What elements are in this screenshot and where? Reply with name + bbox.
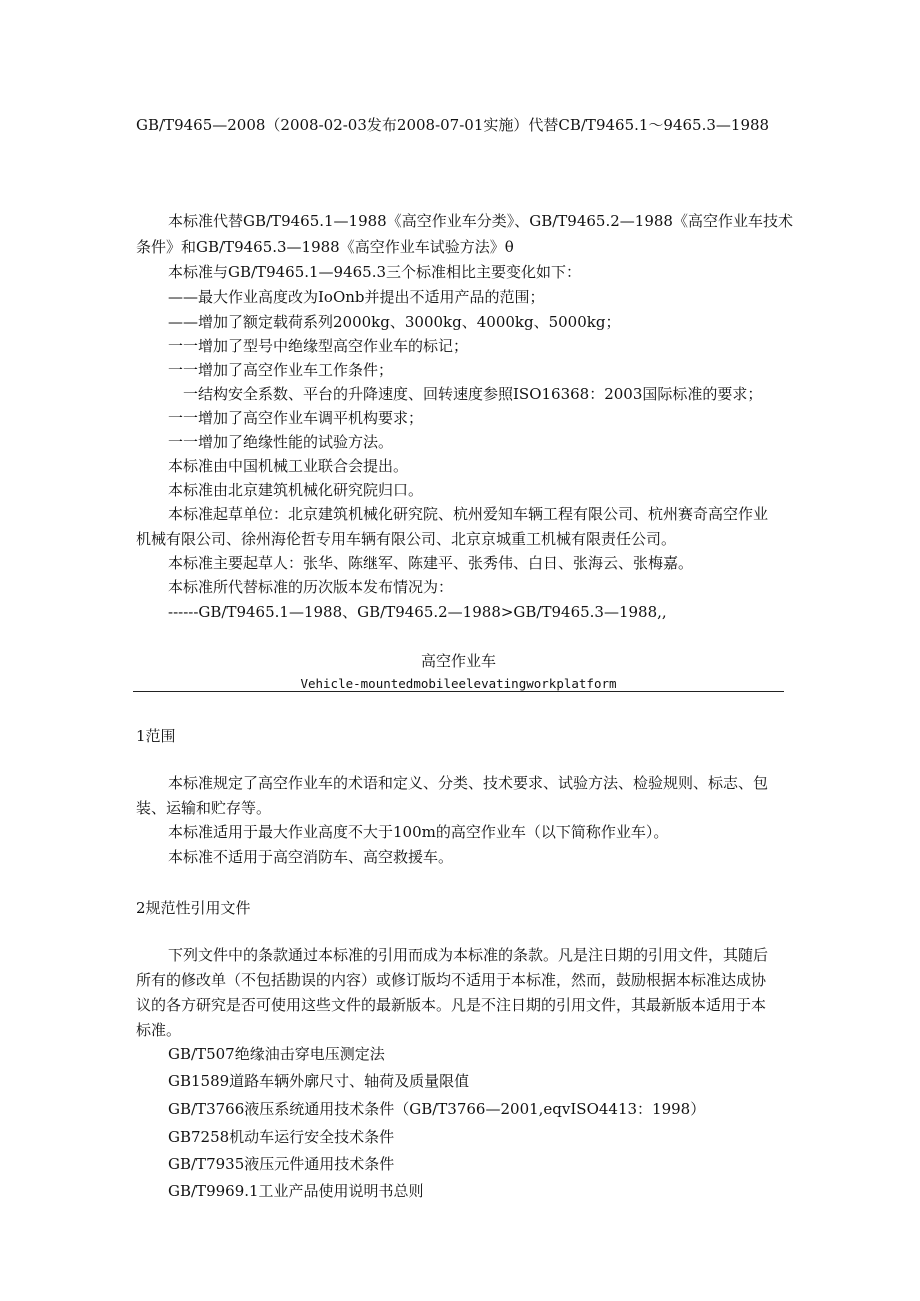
scope-paragraph-1-cont: 装、运输和贮存等。 <box>136 799 272 817</box>
managed-by: 本标准由北京建筑机械化研究院归口。 <box>168 481 424 499</box>
scope-paragraph-1: 本标准规定了高空作业车的术语和定义、分类、技术要求、试验方法、检验规则、标志、包 <box>168 774 769 792</box>
change-item: 一一增加了高空作业车调平机构要求； <box>168 409 424 427</box>
reference-item: GB/T3766液压系统通用技术条件（GB/T3766—2001,eqvISO4413：1998） <box>168 1100 706 1118</box>
section-1-heading: 1范围 <box>136 727 176 745</box>
title-cn: 高空作业车 <box>420 652 496 670</box>
reference-item: GB1589道路车辆外廓尺寸、轴荷及质量限值 <box>168 1072 470 1090</box>
change-item: 一结构安全系数、平台的升降速度、回转速度参照ISO16368：2003国际标准的要求； <box>183 385 763 403</box>
scope-paragraph-2: 本标准适用于最大作业高度不大于100m的高空作业车（以下简称作业车）。 <box>168 823 669 841</box>
reference-item: GB/T507绝缘油击穿电压测定法 <box>168 1045 385 1063</box>
foreword-paragraph-1-cont: 条件》和GB/T9465.3—1988《高空作业车试验方法》θ <box>136 238 514 256</box>
history-list: ------GB/T9465.1—1988、GB/T9465.2—1988>GB/T9465.3—1988,, <box>168 603 667 621</box>
references-paragraph: 下列文件中的条款通过本标准的引用而成为本标准的条款。凡是注日期的引用文件，其随后 <box>168 946 769 964</box>
change-item: 一一增加了高空作业车工作条件； <box>168 361 394 379</box>
references-paragraph-cont: 所有的修改单（不包括勘误的内容）或修订版均不适用于本标准，然而，鼓励根据本标准达成协 <box>136 971 767 989</box>
section-2-heading: 2规范性引用文件 <box>136 899 251 917</box>
drafters: 本标准主要起草人：张华、陈继军、陈建平、张秀伟、白日、张海云、张梅嘉。 <box>168 554 694 572</box>
foreword-paragraph-1: 本标准代替GB/T9465.1—1988《高空作业车分类》、GB/T9465.2—1988《高空作业车技术 <box>168 212 793 230</box>
references-paragraph-cont: 议的各方研究是否可使用这些文件的最新版本。凡是不注日期的引用文件，其最新版本适用于本 <box>136 996 767 1014</box>
references-paragraph-cont: 标准。 <box>136 1021 182 1039</box>
foreword-paragraph-2: 本标准与GB/T9465.1—9465.3三个标准相比主要变化如下： <box>168 263 582 281</box>
change-item: 一一增加了型号中绝缘型高空作业车的标记； <box>168 337 469 355</box>
scope-paragraph-3: 本标准不适用于高空消防车、高空救援车。 <box>168 848 454 866</box>
title-en: Vehicle-mountedmobileelevatingworkplatform <box>300 676 617 691</box>
change-item: ——最大作业高度改为IoOnb并提出不适用产品的范围； <box>168 288 545 306</box>
proposed-by: 本标准由中国机械工业联合会提出。 <box>168 457 409 475</box>
reference-item: GB/T9969.1工业产品使用说明书总则 <box>168 1182 424 1200</box>
history-intro: 本标准所代替标准的历次版本发布情况为： <box>168 578 454 596</box>
drafting-units-cont: 机械有限公司、徐州海伦哲专用车辆有限公司、北京京城重工机械有限责任公司。 <box>136 530 677 548</box>
standard-header: GB/T9465—2008（2008-02-03发布2008-07-01实施）代替CB/T9465.1～9465.3—1988 <box>136 116 770 134</box>
change-item: ——增加了额定载荷系列2000kg、3000kg、4000kg、5000kg； <box>168 313 621 331</box>
reference-item: GB/T7935液压元件通用技术条件 <box>168 1155 395 1173</box>
reference-item: GB7258机动车运行安全技术条件 <box>168 1128 395 1146</box>
change-item: 一一增加了绝缘性能的试验方法。 <box>168 433 394 451</box>
title-rule <box>133 691 784 692</box>
drafting-units: 本标准起草单位：北京建筑机械化研究院、杭州爱知车辆工程有限公司、杭州赛奇高空作业 <box>168 505 769 523</box>
